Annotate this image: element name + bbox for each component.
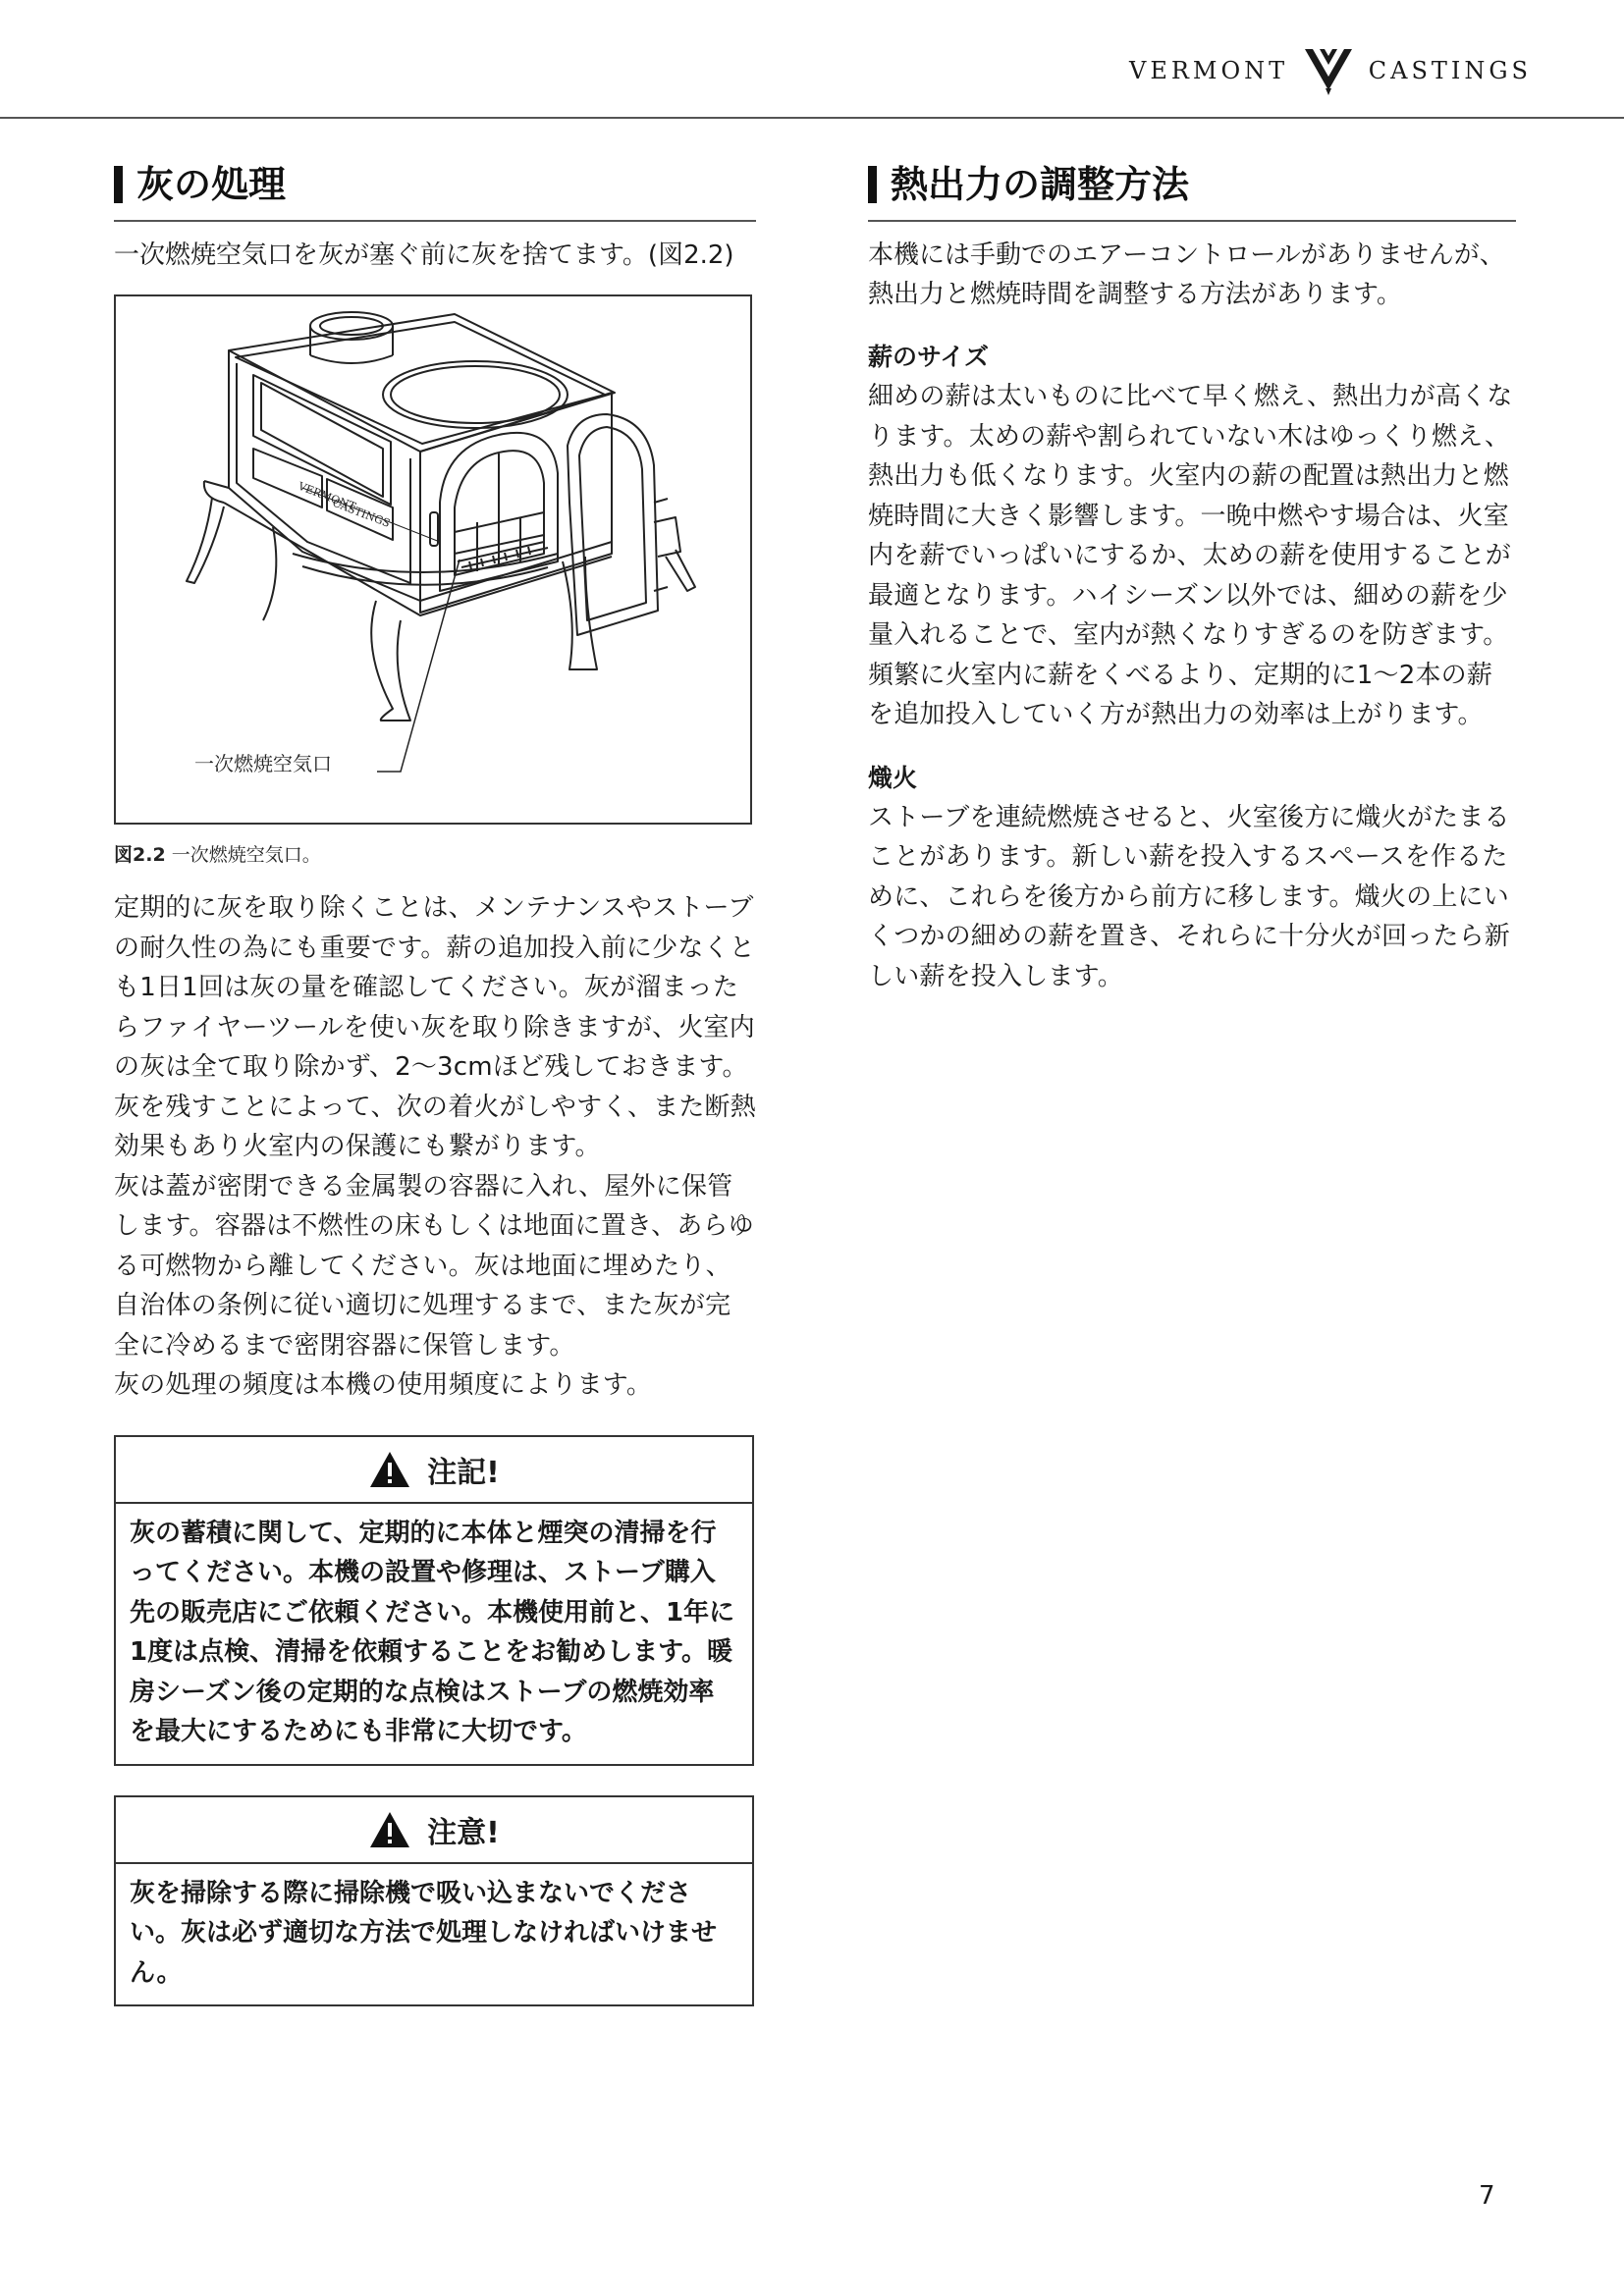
- stove-badge-vermont: VERMONT: [296, 479, 357, 513]
- stove-badge-castings: CASTINGS: [330, 496, 393, 530]
- ash-paragraph-2: 灰は蓋が密閉できる金属製の容器に入れ、屋外に保管します。容器は不燃性の床もしくは地面に置き、あらゆる可燃物から離してください。灰は地面に埋めたり、自治体の条例に従い適切に処理するまで、また灰が完全に冷めるまで密閉容器に保管します。: [114, 1171, 754, 1361]
- right-column: [868, 157, 1516, 996]
- ash-paragraph-3: 灰の処理の頻度は本機の使用頻度によります。: [114, 1370, 653, 1400]
- heat-output-heading-text: 熱出力の調整方法: [891, 163, 1190, 206]
- brand-name-right: CASTINGS: [1368, 57, 1532, 84]
- note-box-body: 灰の蓄積に関して、定期的に本体と煙突の清掃を行ってください。本機の設置や修理は、ストーブ購入先の販売店にご依頼ください。本機使用前と、1年に1度は点検、清掃を依頼することをお勧めします。暖房シーズン後の定期的な点検はストーブの燃焼効率を最大にするためにも非常に大切です。: [130, 1518, 735, 1746]
- warning-triangle-icon: [368, 1450, 411, 1489]
- wood-size-text: 細めの薪は太いものに比べて早く燃え、熱出力が高くなります。太めの薪や割られていない木はゆっくり燃え、熱出力も低くなります。火室内の薪の配置は熱出力と燃焼時間に大きく影響します。一晩中燃やす場合は、火室内を薪でいっぱいにするか、太めの薪を使用することが最適となります。ハイシーズン以外では、細めの薪を少量入れることで、室内が熱くなりすぎるのを防ぎます。頻繁に火室内に薪をくべるより、定期的に1〜2本の薪を追加投入していく方が熱出力の効率は上がります。: [868, 382, 1513, 729]
- heading-bar-marker: [114, 166, 123, 203]
- caution-box: [114, 1795, 754, 2007]
- warning-triangle-icon: [368, 1810, 411, 1849]
- page-number: 7: [1479, 2181, 1495, 2211]
- embers-subheading: 熾火: [868, 763, 918, 792]
- heat-output-lead: 本機には手動でのエアーコントロールがありませんが、熱出力と燃焼時間を調整する方法があります。: [868, 240, 1505, 309]
- wood-size-subheading: 薪のサイズ: [868, 343, 990, 371]
- ash-disposal-heading: [114, 157, 756, 212]
- note-box-title: 注記!: [427, 1455, 500, 1490]
- note-box-header: [116, 1437, 752, 1504]
- figure-callout-label: 一次燃焼空気口: [194, 752, 332, 775]
- vermont-castings-v-mark-icon: [1302, 45, 1355, 96]
- caution-box-body: 灰を掃除する際に掃除機で吸い込まないでください。灰は必ず適切な方法で処理しなければいけません。: [130, 1878, 718, 1988]
- embers-text: ストーブを連続燃焼させると、火室後方に熾火がたまることがあります。新しい薪を投入するスペースを作るために、これらを後方から前方に移します。熾火の上にいくつかの細めの薪を置き、それらに十分火が回ったら新しい薪を投入します。: [868, 802, 1510, 991]
- callout-leader-line: [377, 560, 460, 772]
- heading-underline: [114, 220, 756, 222]
- heading-bar-marker: [868, 166, 877, 203]
- ash-paragraph-1: 定期的に灰を取り除くことは、メンテナンスやストーブの耐久性の為にも重要です。薪の追加投入前に少なくとも1日1回は灰の量を確認してください。灰が溜まったらファイヤーツールを使い灰を取り除きますが、火室内の灰は全て取り除かず、2〜3cmほど残しておきます。灰を残すことによって、次の着火がしやすく、また断熱効果もあり火室内の保護にも繋がります。: [114, 893, 756, 1161]
- figure-caption: [114, 840, 756, 867]
- brand-name-left: VERMONT: [1129, 57, 1289, 84]
- ash-disposal-lead: 一次燃焼空気口を灰が塞ぐ前に灰を捨てます。(図2.2): [114, 240, 734, 270]
- brand-logo: [1129, 49, 1532, 92]
- figure-caption-number: 図2.2: [114, 844, 166, 866]
- wood-stove-illustration: [116, 296, 754, 827]
- note-box: [114, 1435, 754, 1766]
- header-divider: [0, 117, 1624, 119]
- heat-output-heading: [868, 157, 1516, 212]
- figure-caption-text: 一次燃焼空気口。: [171, 844, 321, 866]
- ash-disposal-heading-text: 灰の処理: [136, 163, 287, 206]
- caution-box-title: 注意!: [427, 1815, 500, 1850]
- figure-2-2: [114, 294, 752, 825]
- heading-underline: [868, 220, 1516, 222]
- caution-box-header: [116, 1797, 752, 1864]
- left-column: [114, 157, 756, 2006]
